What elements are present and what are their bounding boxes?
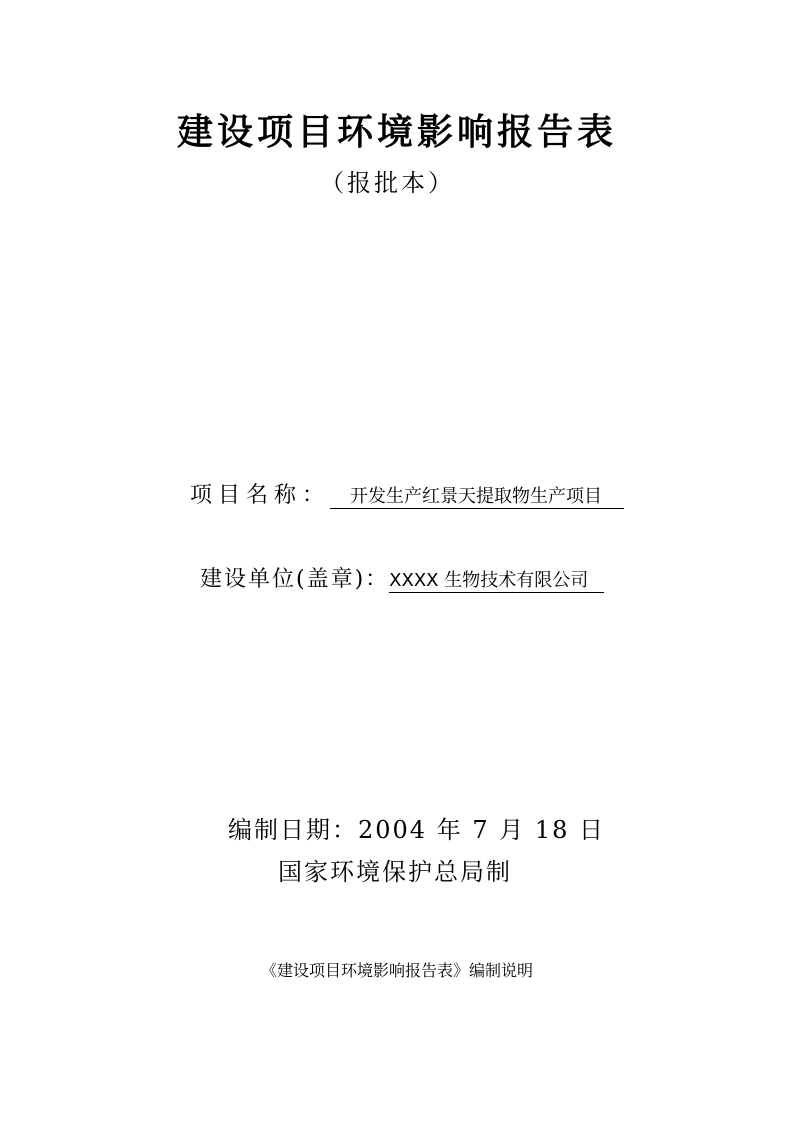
construction-unit-row — [200, 562, 604, 593]
construction-unit-value: XXXX 生物技术有限公司 — [389, 570, 604, 593]
project-name-label: 项目名称： — [190, 483, 331, 508]
compile-date-label: 编制日期： — [228, 816, 358, 844]
issuer-text: 国家环境保护总局制 — [278, 858, 512, 886]
document-title: 建设项目环境影响报告表 — [176, 111, 617, 153]
document-subtitle: （报批本） — [320, 169, 455, 197]
project-name-value: 开发生产红景天提取物生产项目 — [330, 486, 624, 509]
compilation-note-heading: 《建设项目环境影响报告表》编制说明 — [260, 961, 533, 980]
construction-unit-label: 建设单位(盖章)： — [200, 567, 390, 592]
compile-date-row — [228, 810, 605, 845]
project-name-row — [190, 478, 624, 509]
compile-date-value: 2004 年 7 月 18 日 — [358, 816, 606, 844]
